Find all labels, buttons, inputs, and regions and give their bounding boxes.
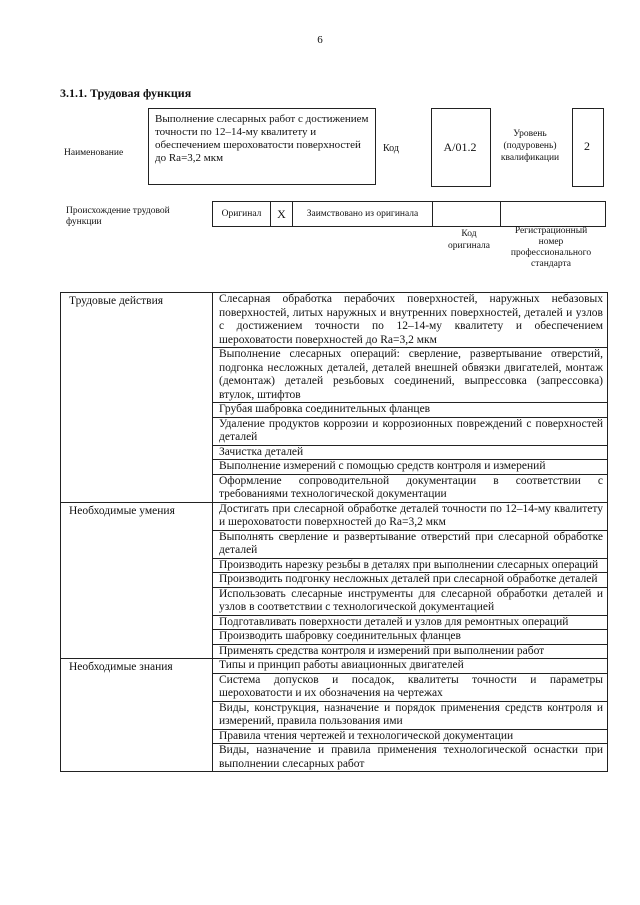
code-value: А/01.2 bbox=[443, 140, 477, 154]
table-row: Типы и принцип работы авиационных двигателей bbox=[213, 659, 607, 674]
code-label: Код bbox=[383, 143, 399, 154]
origin-row bbox=[212, 201, 606, 227]
table-row: Система допусков и посадок, квалитеты точности и параметры шероховатости и их обозначения на чертежах bbox=[213, 674, 607, 702]
table-row: Виды, назначение и правила применения технологической оснастки при выполнении слесарных работ bbox=[219, 744, 603, 770]
group-items bbox=[213, 293, 607, 502]
table-row: Достигать при слесарной обработке деталей точности по 12–14-му квалитету и шероховатости поверхностей до Ra=3,2 мкм bbox=[213, 503, 607, 531]
table-row: Удаление продуктов коррозии и коррозионных повреждений с поверхностей деталей bbox=[213, 418, 607, 446]
table-row: Подготавливать поверхности деталей и узлов для ремонтных операций bbox=[213, 616, 607, 631]
table-row: Использовать слесарные инструменты для слесарной обработки деталей и узлов в соответствии с технологической документацией bbox=[213, 588, 607, 616]
table-row: Правила чтения чертежей и технологической документации bbox=[213, 730, 607, 745]
group-title: Трудовые действия bbox=[61, 293, 213, 502]
origin-borrowed-label: Заимствовано из оригинала bbox=[306, 209, 419, 219]
table-row: Выполнение измерений с помощью средств контроля и измерений bbox=[213, 460, 607, 475]
origin-reg-cell bbox=[501, 202, 605, 226]
origin-original-label: Оригинал bbox=[221, 209, 262, 219]
table-row: Оформление сопроводительной документации в соответствии с требованиями технологической документации bbox=[219, 474, 603, 500]
origin-original-cell bbox=[213, 202, 271, 226]
group-title: Необходимые умения bbox=[61, 503, 213, 659]
origin-code-cell bbox=[433, 202, 501, 226]
table-group bbox=[61, 293, 607, 503]
table-row: Производить подгонку несложных деталей при слесарной обработке деталей bbox=[213, 573, 607, 588]
table-row: Зачистка деталей bbox=[213, 446, 607, 461]
code-original-label: Код оригинала bbox=[448, 229, 490, 251]
page-number: 6 bbox=[317, 34, 323, 46]
table-row: Слесарная обработка перабочих поверхностей, наружных небазовых поверхностей, литых наружных и внутренних поверхностей, деталей и узлов с достижением точности по 12–14-му квалитету и обеспечением шероховатости поверхностей до Ra=3,2 мкм bbox=[213, 293, 607, 348]
table-row: Производить нарезку резьбы в деталях при выполнении слесарных операций bbox=[213, 559, 607, 574]
table-row: Выполнять сверление и развертывание отверстий при слесарной обработке деталей bbox=[213, 531, 607, 559]
group-title: Необходимые знания bbox=[61, 659, 213, 771]
level-value: 2 bbox=[584, 139, 590, 153]
origin-mark-cell bbox=[271, 202, 293, 226]
level-label: Уровень (подуровень) квалификации bbox=[500, 129, 560, 163]
table-row: Производить шабровку соединительных фланцев bbox=[213, 630, 607, 645]
origin-borrowed-cell bbox=[293, 202, 433, 226]
table-row: Виды, конструкция, назначение и порядок применения средств контроля и измерений, правила пользования ими bbox=[213, 702, 607, 730]
group-items bbox=[213, 503, 607, 659]
table-row: Грубая шабровка соединительных фланцев bbox=[213, 403, 607, 418]
table-group bbox=[61, 659, 607, 771]
origin-label: Происхождение трудовой функции bbox=[66, 206, 170, 227]
table-group bbox=[61, 503, 607, 660]
function-table bbox=[60, 292, 608, 772]
table-row: Выполнение слесарных операций: сверление, развертывание отверстий, подгонка несложных деталей, деталей внешней обвязки двигателей, монтаж (демонтаж) деталей резьбовых соединений, выпрессовка (запрессовка) втулок, штифтов bbox=[213, 348, 607, 403]
origin-mark: X bbox=[277, 206, 286, 221]
table-row: Применять средства контроля и измерений при выполнении работ bbox=[219, 644, 545, 657]
name-label: Наименование bbox=[64, 148, 124, 158]
section-title: 3.1.1. Трудовая функция bbox=[60, 86, 192, 100]
function-name-box: Выполнение слесарных работ с достижением точности по 12–14-му квалитету и обеспечением шероховатости поверхностей до Ra=3,2 мкм bbox=[148, 108, 376, 185]
group-items bbox=[213, 659, 607, 771]
reg-number-label: Регистрационный номер профессионального стандарта bbox=[510, 226, 592, 269]
